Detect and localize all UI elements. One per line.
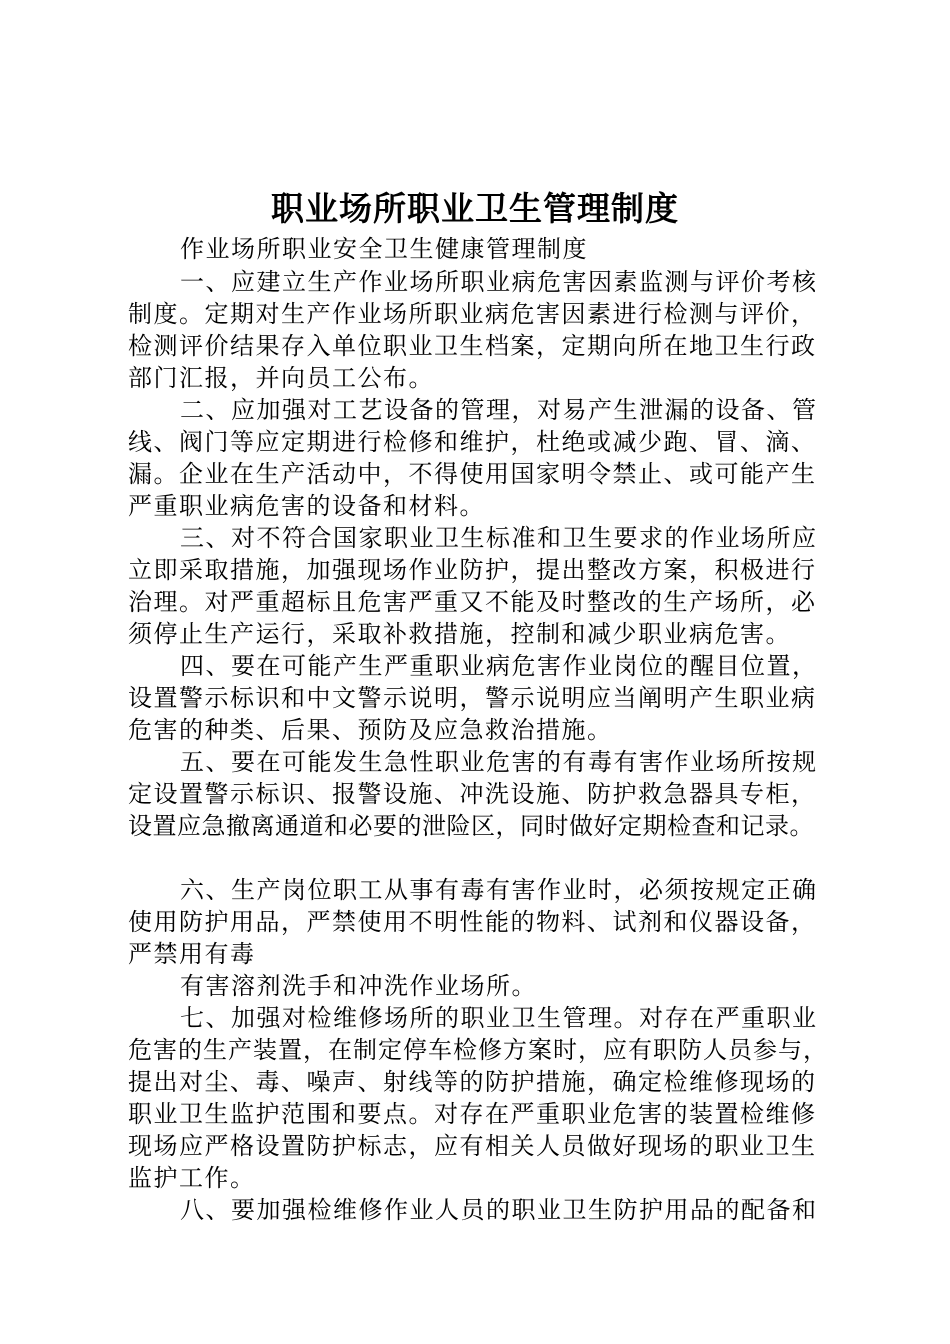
paragraph-line: 有害溶剂洗手和冲洗作业场所。 [180, 972, 537, 1000]
paragraph-line: 检测评价结果存入单位职业卫生档案，定期向所在地卫生行政 [128, 332, 817, 360]
paragraph-line: 部门汇报，并向员工公布。 [128, 364, 434, 392]
paragraph-line: 六、生产岗位职工从事有毒有害作业时，必须按规定正确 [180, 876, 818, 904]
paragraph-line: 七、加强对检维修场所的职业卫生管理。对存在严重职业 [180, 1004, 818, 1032]
paragraph-line: 治理。对严重超标且危害严重又不能及时整改的生产场所，必 [128, 588, 817, 616]
paragraph-line: 八、要加强检维修作业人员的职业卫生防护用品的配备和 [180, 1196, 818, 1224]
paragraph-line: 漏。企业在生产活动中，不得使用国家明令禁止、或可能产生 [128, 460, 817, 488]
paragraph-line: 须停止生产运行，采取补救措施，控制和减少职业病危害。 [128, 620, 791, 648]
paragraph-line: 一、应建立生产作业场所职业病危害因素监测与评价考核 [180, 268, 818, 296]
paragraph-line: 设置应急撤离通道和必要的泄险区，同时做好定期检查和记录。 [128, 812, 814, 840]
paragraph-line: 监护工作。 [128, 1164, 256, 1192]
paragraph-line: 三、对不符合国家职业卫生标准和卫生要求的作业场所应 [180, 524, 818, 552]
paragraph-line: 严重职业病危害的设备和材料。 [128, 492, 485, 520]
paragraph-line: 职业卫生监护范围和要点。对存在严重职业危害的装置检维修 [128, 1100, 817, 1128]
paragraph-line: 立即采取措施，加强现场作业防护，提出整改方案，积极进行 [128, 556, 817, 584]
paragraph-line: 四、要在可能产生严重职业病危害作业岗位的醒目位置， [180, 652, 818, 680]
paragraph-line: 线、阀门等应定期进行检修和维护，杜绝或减少跑、冒、滴、 [128, 428, 817, 456]
paragraph-line: 危害的种类、后果、预防及应急救治措施。 [128, 716, 613, 744]
paragraph-line: 设置警示标识和中文警示说明，警示说明应当阐明产生职业病 [128, 684, 817, 712]
paragraph-line: 现场应严格设置防护标志，应有相关人员做好现场的职业卫生 [128, 1132, 817, 1160]
paragraph-line: 使用防护用品，严禁使用不明性能的物料、试剂和仪器设备， [128, 908, 817, 936]
paragraph-line: 提出对尘、毒、噪声、射线等的防护措施，确定检维修现场的 [128, 1068, 817, 1096]
document-subtitle: 作业场所职业安全卫生健康管理制度 [180, 235, 588, 263]
paragraph-line: 制度。定期对生产作业场所职业病危害因素进行检测与评价， [128, 300, 817, 328]
paragraph-line: 二、应加强对工艺设备的管理，对易产生泄漏的设备、管 [180, 396, 818, 424]
paragraph-line: 严禁用有毒 [128, 940, 256, 968]
paragraph-line: 定设置警示标识、报警设施、冲洗设施、防护救急器具专柜， [128, 780, 817, 808]
document-title: 职业场所职业卫生管理制度 [271, 189, 679, 228]
paragraph-line: 危害的生产装置，在制定停车检修方案时，应有职防人员参与， [128, 1036, 828, 1064]
paragraph-line: 五、要在可能发生急性职业危害的有毒有害作业场所按规 [180, 748, 818, 776]
